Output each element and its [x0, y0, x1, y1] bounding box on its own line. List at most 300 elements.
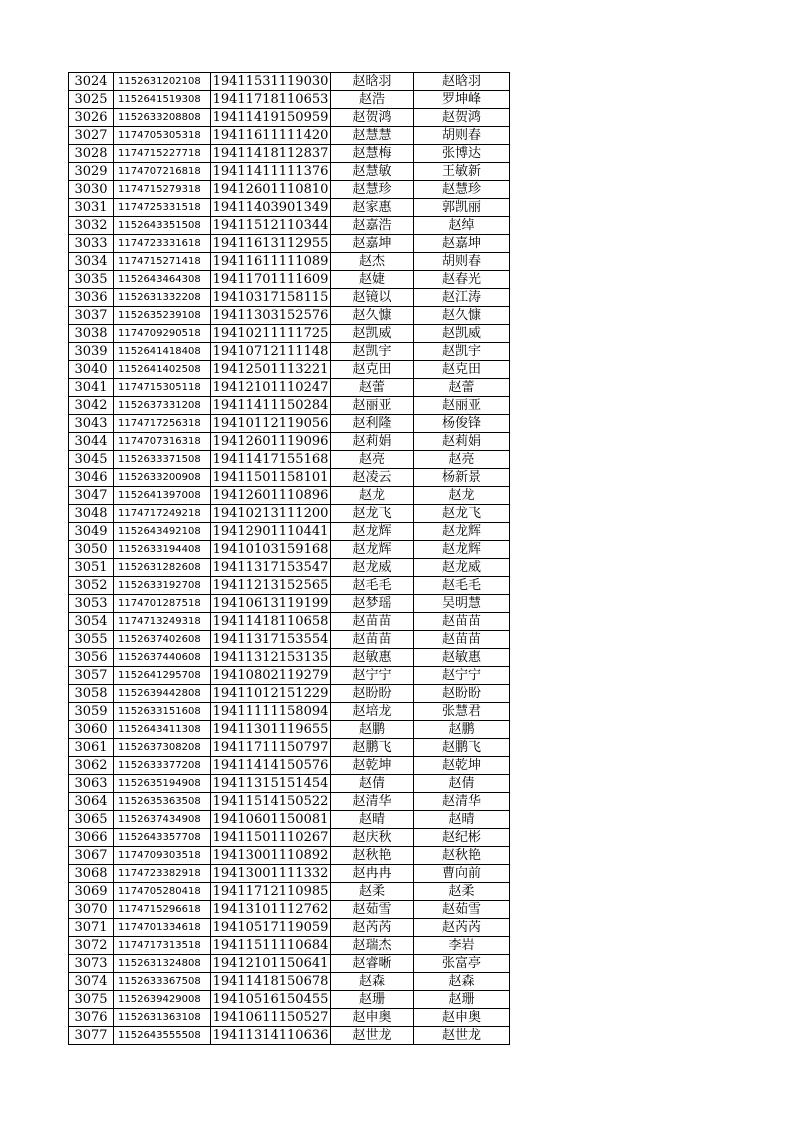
name-cell: 赵龙辉	[331, 523, 414, 541]
second-name-cell: 赵申奥	[414, 1009, 510, 1027]
name-cell: 赵晗羽	[331, 73, 414, 91]
id-number-cell: 19411411150284	[211, 397, 331, 415]
table-row	[69, 595, 510, 613]
id-number-cell: 19411711150797	[211, 739, 331, 757]
name-cell: 赵宁宁	[331, 667, 414, 685]
code-cell: 1152639429008	[114, 991, 211, 1009]
second-name-cell: 赵柔	[414, 883, 510, 901]
code-cell: 1174715279318	[114, 181, 211, 199]
second-name-cell: 赵鹏	[414, 721, 510, 739]
table-row	[69, 127, 510, 145]
name-cell: 赵龙	[331, 487, 414, 505]
name-cell: 赵毛毛	[331, 577, 414, 595]
name-cell: 赵瑞杰	[331, 937, 414, 955]
row-number-cell: 3053	[69, 595, 114, 613]
id-number-cell: 19411419150959	[211, 109, 331, 127]
id-number-cell: 19412101150641	[211, 955, 331, 973]
table-row	[69, 235, 510, 253]
second-name-cell: 赵龙威	[414, 559, 510, 577]
second-name-cell: 张慧君	[414, 703, 510, 721]
name-cell: 赵柔	[331, 883, 414, 901]
name-cell: 赵亮	[331, 451, 414, 469]
id-number-cell: 19411315151454	[211, 775, 331, 793]
table-row	[69, 217, 510, 235]
name-cell: 赵慧梅	[331, 145, 414, 163]
roster-table	[68, 72, 510, 1045]
code-cell: 1174707216818	[114, 163, 211, 181]
row-number-cell: 3076	[69, 1009, 114, 1027]
table-row	[69, 793, 510, 811]
row-number-cell: 3067	[69, 847, 114, 865]
row-number-cell: 3028	[69, 145, 114, 163]
row-number-cell: 3040	[69, 361, 114, 379]
row-number-cell: 3031	[69, 199, 114, 217]
second-name-cell: 赵贺鸿	[414, 109, 510, 127]
name-cell: 赵慧敏	[331, 163, 414, 181]
id-number-cell: 19410712111148	[211, 343, 331, 361]
row-number-cell: 3047	[69, 487, 114, 505]
table-row	[69, 487, 510, 505]
name-cell: 赵森	[331, 973, 414, 991]
table-row	[69, 271, 510, 289]
table-row	[69, 469, 510, 487]
second-name-cell: 赵盼盼	[414, 685, 510, 703]
row-number-cell: 3045	[69, 451, 114, 469]
name-cell: 赵茹雪	[331, 901, 414, 919]
name-cell: 赵久慷	[331, 307, 414, 325]
table-row	[69, 721, 510, 739]
id-number-cell: 19411712110985	[211, 883, 331, 901]
row-number-cell: 3056	[69, 649, 114, 667]
id-number-cell: 19410601150081	[211, 811, 331, 829]
table-row	[69, 451, 510, 469]
roster-table-body	[69, 73, 510, 1045]
name-cell: 赵倩	[331, 775, 414, 793]
table-row	[69, 829, 510, 847]
row-number-cell: 3068	[69, 865, 114, 883]
row-number-cell: 3057	[69, 667, 114, 685]
second-name-cell: 赵龙辉	[414, 541, 510, 559]
id-number-cell: 19411511110684	[211, 937, 331, 955]
id-number-cell: 19411611111420	[211, 127, 331, 145]
second-name-cell: 赵凯宇	[414, 343, 510, 361]
name-cell: 赵凯宇	[331, 343, 414, 361]
row-number-cell: 3033	[69, 235, 114, 253]
code-cell: 1152643351508	[114, 217, 211, 235]
table-row	[69, 685, 510, 703]
table-row	[69, 775, 510, 793]
name-cell: 赵冉冉	[331, 865, 414, 883]
id-number-cell: 19410317158115	[211, 289, 331, 307]
row-number-cell: 3027	[69, 127, 114, 145]
second-name-cell: 张富亭	[414, 955, 510, 973]
code-cell: 1152633367508	[114, 973, 211, 991]
id-number-cell: 19411701111609	[211, 271, 331, 289]
name-cell: 赵慧珍	[331, 181, 414, 199]
id-number-cell: 19412101110247	[211, 379, 331, 397]
second-name-cell: 赵蕾	[414, 379, 510, 397]
second-name-cell: 赵晴	[414, 811, 510, 829]
name-cell: 赵秋艳	[331, 847, 414, 865]
code-cell: 1174715305118	[114, 379, 211, 397]
table-row	[69, 631, 510, 649]
name-cell: 赵敏惠	[331, 649, 414, 667]
id-number-cell: 19411303152576	[211, 307, 331, 325]
second-name-cell: 罗坤峰	[414, 91, 510, 109]
row-number-cell: 3062	[69, 757, 114, 775]
name-cell: 赵蕾	[331, 379, 414, 397]
code-cell: 1152631332208	[114, 289, 211, 307]
row-number-cell: 3069	[69, 883, 114, 901]
second-name-cell: 李岩	[414, 937, 510, 955]
row-number-cell: 3051	[69, 559, 114, 577]
id-number-cell: 19411213152565	[211, 577, 331, 595]
name-cell: 赵庆秋	[331, 829, 414, 847]
table-row	[69, 163, 510, 181]
id-number-cell: 19412901110441	[211, 523, 331, 541]
id-number-cell: 19411418110658	[211, 613, 331, 631]
code-cell: 1152637434908	[114, 811, 211, 829]
second-name-cell: 赵久慷	[414, 307, 510, 325]
second-name-cell: 赵秋艳	[414, 847, 510, 865]
id-number-cell: 19410103159168	[211, 541, 331, 559]
id-number-cell: 19412601119096	[211, 433, 331, 451]
table-row	[69, 181, 510, 199]
id-number-cell: 19410517119059	[211, 919, 331, 937]
code-cell: 1174705305318	[114, 127, 211, 145]
table-row	[69, 343, 510, 361]
second-name-cell: 赵凯威	[414, 325, 510, 343]
name-cell: 赵盼盼	[331, 685, 414, 703]
row-number-cell: 3030	[69, 181, 114, 199]
row-number-cell: 3052	[69, 577, 114, 595]
second-name-cell: 赵敏惠	[414, 649, 510, 667]
second-name-cell: 赵茹雪	[414, 901, 510, 919]
code-cell: 1174707316318	[114, 433, 211, 451]
code-cell: 1152643464308	[114, 271, 211, 289]
id-number-cell: 19413001110892	[211, 847, 331, 865]
row-number-cell: 3074	[69, 973, 114, 991]
row-number-cell: 3049	[69, 523, 114, 541]
id-number-cell: 19411613112955	[211, 235, 331, 253]
code-cell: 1174715296618	[114, 901, 211, 919]
row-number-cell: 3065	[69, 811, 114, 829]
code-cell: 1152635363508	[114, 793, 211, 811]
row-number-cell: 3050	[69, 541, 114, 559]
code-cell: 1174705280418	[114, 883, 211, 901]
table-row	[69, 91, 510, 109]
table-row	[69, 847, 510, 865]
row-number-cell: 3042	[69, 397, 114, 415]
name-cell: 赵苗苗	[331, 631, 414, 649]
second-name-cell: 赵克田	[414, 361, 510, 379]
name-cell: 赵乾坤	[331, 757, 414, 775]
id-number-cell: 19411417155168	[211, 451, 331, 469]
row-number-cell: 3026	[69, 109, 114, 127]
code-cell: 1152633371508	[114, 451, 211, 469]
code-cell: 1152633151608	[114, 703, 211, 721]
table-row	[69, 415, 510, 433]
second-name-cell: 赵森	[414, 973, 510, 991]
id-number-cell: 19411611111089	[211, 253, 331, 271]
id-number-cell: 19413001111332	[211, 865, 331, 883]
second-name-cell: 曹向前	[414, 865, 510, 883]
table-row	[69, 253, 510, 271]
id-number-cell: 19411012151229	[211, 685, 331, 703]
second-name-cell: 赵清华	[414, 793, 510, 811]
name-cell: 赵嘉坤	[331, 235, 414, 253]
second-name-cell: 张博达	[414, 145, 510, 163]
table-row	[69, 73, 510, 91]
name-cell: 赵慧慧	[331, 127, 414, 145]
id-number-cell: 19411512110344	[211, 217, 331, 235]
name-cell: 赵培龙	[331, 703, 414, 721]
row-number-cell: 3048	[69, 505, 114, 523]
row-number-cell: 3061	[69, 739, 114, 757]
name-cell: 赵申奥	[331, 1009, 414, 1027]
code-cell: 1174713249318	[114, 613, 211, 631]
row-number-cell: 3058	[69, 685, 114, 703]
second-name-cell: 胡则春	[414, 253, 510, 271]
table-row	[69, 379, 510, 397]
name-cell: 赵浩	[331, 91, 414, 109]
table-row	[69, 433, 510, 451]
code-cell: 1152639442808	[114, 685, 211, 703]
second-name-cell: 赵嘉坤	[414, 235, 510, 253]
id-number-cell: 19411317153554	[211, 631, 331, 649]
code-cell: 1152633194408	[114, 541, 211, 559]
name-cell: 赵家惠	[331, 199, 414, 217]
id-number-cell: 19410613119199	[211, 595, 331, 613]
row-number-cell: 3046	[69, 469, 114, 487]
name-cell: 赵凯威	[331, 325, 414, 343]
table-row	[69, 865, 510, 883]
table-row	[69, 145, 510, 163]
code-cell: 1152633200908	[114, 469, 211, 487]
code-cell: 1174709303518	[114, 847, 211, 865]
table-row	[69, 523, 510, 541]
name-cell: 赵丽亚	[331, 397, 414, 415]
code-cell: 1174717313518	[114, 937, 211, 955]
second-name-cell: 赵龙辉	[414, 523, 510, 541]
id-number-cell: 19410802119279	[211, 667, 331, 685]
id-number-cell: 19411531119030	[211, 73, 331, 91]
code-cell: 1152643492108	[114, 523, 211, 541]
second-name-cell: 赵龙飞	[414, 505, 510, 523]
row-number-cell: 3038	[69, 325, 114, 343]
code-cell: 1152643357708	[114, 829, 211, 847]
second-name-cell: 郭凯丽	[414, 199, 510, 217]
row-number-cell: 3039	[69, 343, 114, 361]
row-number-cell: 3055	[69, 631, 114, 649]
row-number-cell: 3064	[69, 793, 114, 811]
name-cell: 赵清华	[331, 793, 414, 811]
code-cell: 1152641397008	[114, 487, 211, 505]
table-row	[69, 811, 510, 829]
row-number-cell: 3036	[69, 289, 114, 307]
row-number-cell: 3071	[69, 919, 114, 937]
table-row	[69, 739, 510, 757]
row-number-cell: 3032	[69, 217, 114, 235]
second-name-cell: 赵丽亚	[414, 397, 510, 415]
row-number-cell: 3054	[69, 613, 114, 631]
code-cell: 1174717256318	[114, 415, 211, 433]
second-name-cell: 胡则春	[414, 127, 510, 145]
code-cell: 1152637440608	[114, 649, 211, 667]
code-cell: 1152641295708	[114, 667, 211, 685]
code-cell: 1174701334618	[114, 919, 211, 937]
name-cell: 赵龙飞	[331, 505, 414, 523]
second-name-cell: 杨新景	[414, 469, 510, 487]
code-cell: 1152631282608	[114, 559, 211, 577]
id-number-cell: 19410213111200	[211, 505, 331, 523]
id-number-cell: 19411111158094	[211, 703, 331, 721]
table-row	[69, 577, 510, 595]
second-name-cell: 赵宁宁	[414, 667, 510, 685]
table-row	[69, 973, 510, 991]
table-row	[69, 559, 510, 577]
second-name-cell: 赵鹏飞	[414, 739, 510, 757]
code-cell: 1174717249218	[114, 505, 211, 523]
name-cell: 赵克田	[331, 361, 414, 379]
row-number-cell: 3070	[69, 901, 114, 919]
id-number-cell: 19411501110267	[211, 829, 331, 847]
table-row	[69, 307, 510, 325]
code-cell: 1174715271418	[114, 253, 211, 271]
code-cell: 1152637402608	[114, 631, 211, 649]
table-row	[69, 505, 510, 523]
row-number-cell: 3035	[69, 271, 114, 289]
id-number-cell: 19411418112837	[211, 145, 331, 163]
name-cell: 赵鹏飞	[331, 739, 414, 757]
second-name-cell: 王敏新	[414, 163, 510, 181]
code-cell: 1174723382918	[114, 865, 211, 883]
row-number-cell: 3025	[69, 91, 114, 109]
second-name-cell: 赵苗苗	[414, 631, 510, 649]
id-number-cell: 19411718110653	[211, 91, 331, 109]
id-number-cell: 19413101112762	[211, 901, 331, 919]
row-number-cell: 3073	[69, 955, 114, 973]
row-number-cell: 3044	[69, 433, 114, 451]
id-number-cell: 19410211111725	[211, 325, 331, 343]
name-cell: 赵睿晰	[331, 955, 414, 973]
code-cell: 1174725331518	[114, 199, 211, 217]
name-cell: 赵婕	[331, 271, 414, 289]
id-number-cell: 19410516150455	[211, 991, 331, 1009]
row-number-cell: 3060	[69, 721, 114, 739]
row-number-cell: 3072	[69, 937, 114, 955]
name-cell: 赵镜以	[331, 289, 414, 307]
code-cell: 1174701287518	[114, 595, 211, 613]
name-cell: 赵龙辉	[331, 541, 414, 559]
row-number-cell: 3034	[69, 253, 114, 271]
table-row	[69, 613, 510, 631]
code-cell: 1152637308208	[114, 739, 211, 757]
name-cell: 赵杰	[331, 253, 414, 271]
id-number-cell: 19411314110636	[211, 1027, 331, 1045]
second-name-cell: 赵苗苗	[414, 613, 510, 631]
name-cell: 赵莉娟	[331, 433, 414, 451]
name-cell: 赵贺鸿	[331, 109, 414, 127]
table-row	[69, 649, 510, 667]
code-cell: 1174723331618	[114, 235, 211, 253]
table-row	[69, 991, 510, 1009]
second-name-cell: 赵毛毛	[414, 577, 510, 595]
second-name-cell: 赵珊	[414, 991, 510, 1009]
code-cell: 1152637331208	[114, 397, 211, 415]
code-cell: 1174709290518	[114, 325, 211, 343]
row-number-cell: 3037	[69, 307, 114, 325]
second-name-cell: 赵乾坤	[414, 757, 510, 775]
name-cell: 赵龙威	[331, 559, 414, 577]
id-number-cell: 19412501113221	[211, 361, 331, 379]
code-cell: 1174715227718	[114, 145, 211, 163]
table-row	[69, 325, 510, 343]
table-row	[69, 1027, 510, 1045]
row-number-cell: 3043	[69, 415, 114, 433]
second-name-cell: 赵莉娟	[414, 433, 510, 451]
id-number-cell: 19411317153547	[211, 559, 331, 577]
code-cell: 1152635194908	[114, 775, 211, 793]
table-row	[69, 667, 510, 685]
id-number-cell: 19411312153135	[211, 649, 331, 667]
code-cell: 1152641418408	[114, 343, 211, 361]
table-row	[69, 757, 510, 775]
id-number-cell: 19411414150576	[211, 757, 331, 775]
second-name-cell: 赵纪彬	[414, 829, 510, 847]
id-number-cell: 19412601110810	[211, 181, 331, 199]
table-row	[69, 199, 510, 217]
table-row	[69, 289, 510, 307]
row-number-cell: 3075	[69, 991, 114, 1009]
second-name-cell: 赵龙	[414, 487, 510, 505]
id-number-cell: 19411514150522	[211, 793, 331, 811]
code-cell: 1152633192708	[114, 577, 211, 595]
name-cell: 赵梦瑶	[331, 595, 414, 613]
id-number-cell: 19412601110896	[211, 487, 331, 505]
code-cell: 1152635239108	[114, 307, 211, 325]
second-name-cell: 赵慧珍	[414, 181, 510, 199]
id-number-cell: 19411411111376	[211, 163, 331, 181]
second-name-cell: 赵芮芮	[414, 919, 510, 937]
code-cell: 1152631202108	[114, 73, 211, 91]
table-row	[69, 109, 510, 127]
table-row	[69, 901, 510, 919]
second-name-cell: 赵倩	[414, 775, 510, 793]
table-row	[69, 703, 510, 721]
code-cell: 1152641519308	[114, 91, 211, 109]
code-cell: 1152643555508	[114, 1027, 211, 1045]
row-number-cell: 3059	[69, 703, 114, 721]
name-cell: 赵嘉浩	[331, 217, 414, 235]
name-cell: 赵世龙	[331, 1027, 414, 1045]
name-cell: 赵利隆	[331, 415, 414, 433]
table-row	[69, 361, 510, 379]
row-number-cell: 3077	[69, 1027, 114, 1045]
code-cell: 1152633208808	[114, 109, 211, 127]
name-cell: 赵鹏	[331, 721, 414, 739]
row-number-cell: 3024	[69, 73, 114, 91]
table-row	[69, 955, 510, 973]
code-cell: 1152631363108	[114, 1009, 211, 1027]
name-cell: 赵苗苗	[331, 613, 414, 631]
id-number-cell: 19411501158101	[211, 469, 331, 487]
table-row	[69, 397, 510, 415]
row-number-cell: 3063	[69, 775, 114, 793]
code-cell: 1152631324808	[114, 955, 211, 973]
row-number-cell: 3029	[69, 163, 114, 181]
row-number-cell: 3066	[69, 829, 114, 847]
